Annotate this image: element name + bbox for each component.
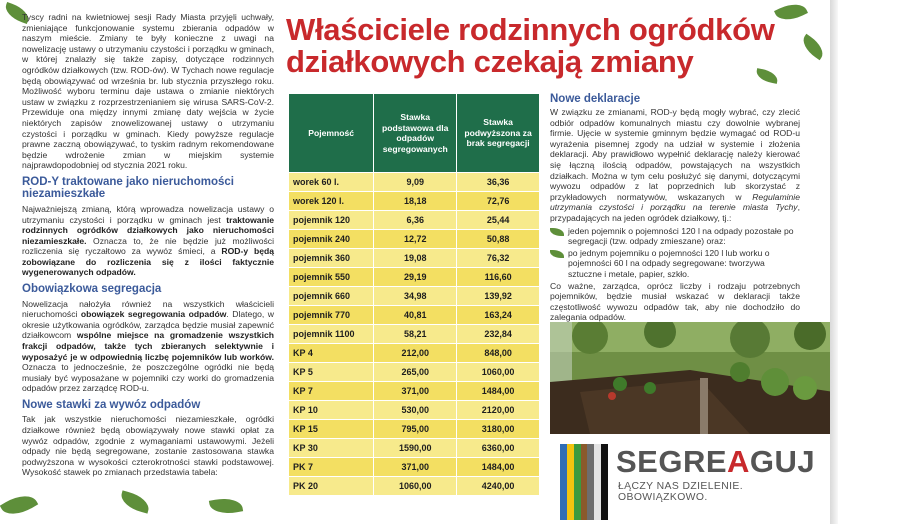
increased-rate-cell: 2120,00 <box>457 401 540 420</box>
column-header: Stawka podwyższona za brak segregacji <box>457 94 540 173</box>
logo-bar <box>560 444 567 520</box>
capacity-cell: KP 10 <box>289 401 374 420</box>
logo-wordmark: SEGREAGUJ <box>616 444 816 479</box>
left-column <box>22 12 274 482</box>
basic-rate-cell: 58,21 <box>374 325 457 344</box>
table-row <box>289 363 540 382</box>
capacity-cell: worek 120 l. <box>289 192 374 211</box>
table-row <box>289 287 540 306</box>
basic-rate-cell: 34,98 <box>374 287 457 306</box>
frequency-paragraph: Co ważne, zarządca, oprócz liczby i rodzaju potrzebnych pojemników, będzie musiał wskazać w deklaracji także częstotliwość wywozu odpadów tak, aby nie dochodziło do zalegania odpadów. <box>550 280 800 323</box>
capacity-cell: KP 15 <box>289 420 374 439</box>
capacity-cell: pojemnik 660 <box>289 287 374 306</box>
increased-rate-cell: 1060,00 <box>457 363 540 382</box>
basic-rate-cell: 6,36 <box>374 211 457 230</box>
increased-rate-cell: 4240,00 <box>457 477 540 496</box>
rates-table-body <box>289 173 540 496</box>
segregaguj-logo <box>550 434 834 524</box>
capacity-cell: pojemnik 550 <box>289 268 374 287</box>
increased-rate-cell: 3180,00 <box>457 420 540 439</box>
column-header: Stawka podstawowa dla odpadów segregowanych <box>374 94 457 173</box>
logo-bar <box>594 444 601 520</box>
page-title-line-1: Właściciele rodzinnych ogródków <box>286 12 775 47</box>
rates-table <box>288 93 540 496</box>
column-header: Pojemność <box>289 94 374 173</box>
increased-rate-cell: 50,88 <box>457 230 540 249</box>
leaf-decoration <box>0 489 38 522</box>
capacity-cell: KP 4 <box>289 344 374 363</box>
table-row <box>289 458 540 477</box>
list-item: jeden pojemnik o pojemności 120 l na odpady pozostałe po segregacji (tzw. odpady zmieszane) oraz: <box>550 226 800 247</box>
section-heading-rod: ROD-Y traktowane jako nieruchomości niezamieszkałe <box>22 175 234 201</box>
garden-photo <box>550 322 834 434</box>
increased-rate-cell: 1484,00 <box>457 382 540 401</box>
table-row <box>289 477 540 496</box>
table-row <box>289 230 540 249</box>
table-row <box>289 382 540 401</box>
basic-rate-cell: 18,18 <box>374 192 457 211</box>
basic-rate-cell: 265,00 <box>374 363 457 382</box>
increased-rate-cell: 116,60 <box>457 268 540 287</box>
table-row <box>289 306 540 325</box>
basic-rate-cell: 212,00 <box>374 344 457 363</box>
increased-rate-cell: 25,44 <box>457 211 540 230</box>
increased-rate-cell: 6360,00 <box>457 439 540 458</box>
capacity-cell: pojemnik 240 <box>289 230 374 249</box>
logo-bar <box>587 444 594 520</box>
capacity-cell: KP 7 <box>289 382 374 401</box>
table-row <box>289 192 540 211</box>
right-column <box>550 93 800 325</box>
table-header-row <box>289 94 540 173</box>
leaf-bullet-icon <box>550 228 564 236</box>
basic-rate-cell: 371,00 <box>374 382 457 401</box>
basic-rate-cell: 29,19 <box>374 268 457 287</box>
increased-rate-cell: 76,32 <box>457 249 540 268</box>
table-row <box>289 420 540 439</box>
capacity-cell: PK 7 <box>289 458 374 477</box>
increased-rate-cell: 848,00 <box>457 344 540 363</box>
increased-rate-cell: 232,84 <box>457 325 540 344</box>
basic-rate-cell: 530,00 <box>374 401 457 420</box>
leaf-decoration <box>209 495 243 516</box>
logo-bar <box>581 444 588 520</box>
segregation-paragraph: Nowelizacja nałożyła również na wszystkich właścicieli nieruchomości obowiązek segregowania odpadów. Dlatego, w okresie użytkowania ogródków, zarządca będzie musiał zapewnić działkowcom wspólne miejsce na gromadzenie wszystkich frakcji odpadów, także tych zbieranych selektywnie i wyposażyć je w odpowiednią liczbę pojemników lub worków. Oznacza to jednocześnie, że poszczególne ogródki nie będą musiały być wyposażane w pojemniki czy worki do gromadzenia odpadów przez zarządcę ROD-u. <box>22 298 274 394</box>
table-row <box>289 325 540 344</box>
table-row <box>289 268 540 287</box>
page-title-line-2: działkowych czekają zmiany <box>286 44 694 79</box>
intro-paragraph: Tyscy radni na kwietniowej sesji Rady Miasta przyjęli uchwały, zmieniające funkcjonowanie systemu zbierania odpadów w naszym mieście. Zmiany te były konieczne z uwagi na nowelizację ustawy o utrzymaniu czystości i porządku w gminach, w której znalazły się także zapisy, dotyczące rodzinnych ogródków działkowych (tzw. ROD-ów). W Tychach nowe regulacje będą obowiązywać od września br. lub stycznia przyszłego roku. Możliwość wyboru terminu daje ustawa o zmianie niektórych ustaw w związku z rozprzestrzenianiem się wirusa SARS-CoV-2. Przewiduje ona między innymi zmianę daty wejścia w życie niektórych zapisów znowelizowanej ustawy o utrzymaniu czystości i porządku w gminach. Kiedy powyższe regulacje prawne zaczną obowiązywać, to tyskim radnym rekomendowane będzie wdrożenie zmian w miejskim systemie najprawdopodobniej od stycznia 2021 roku. <box>22 12 274 171</box>
logo-tagline: ŁĄCZY NAS DZIELENIE. OBOWIĄZKOWO. <box>618 481 744 503</box>
section-heading-declarations: Nowe deklaracje <box>550 93 641 105</box>
rod-paragraph: Najważniejszą zmianą, którą wprowadza nowelizacja ustawy o utrzymaniu czystości i porządku w gminach jest traktowanie rodzinnych ogródków działkowych jako nieruchomości niezamieszkałe. Oznacza to, że nie będzie już możliwości rozliczenia się ryczałtowo za wywóz śmieci, a ROD-y będą zobowiązane do rozliczenia się z ilości faktycznie wygenerowanych odpadów. <box>22 203 274 278</box>
increased-rate-cell: 36,36 <box>457 173 540 192</box>
basic-rate-cell: 12,72 <box>374 230 457 249</box>
increased-rate-cell: 72,76 <box>457 192 540 211</box>
capacity-cell: PK 20 <box>289 477 374 496</box>
logo-bar <box>567 444 574 520</box>
leaf-decoration <box>798 34 827 60</box>
garden-photo-illustration <box>550 322 834 434</box>
logo-color-bars <box>560 444 608 520</box>
leaf-decoration <box>118 490 151 513</box>
table-row <box>289 439 540 458</box>
list-item: po jednym pojemniku o pojemności 120 l lub worku o pojemności 60 l na odpady segregowane: tworzywa sztuczne i metale, papier, szkło. <box>550 248 800 280</box>
capacity-cell: pojemnik 360 <box>289 249 374 268</box>
logo-bar <box>601 444 608 520</box>
capacity-cell: pojemnik 770 <box>289 306 374 325</box>
declarations-paragraph: W związku ze zmianami, ROD-y będą mogły wybrać, czy zlecić odbiór odpadów komunalnych miastu czy dowolnie wybranej firmie. Ujęcie w systemie gminnym będzie wymagać od ROD-u wyrażenia pisemnej zgody na udział w systemie i złożenia deklaracji. Aby prawidłowo wypełnić deklarację należy kierować się łączną ilością odpadów, powstających na wszystkich działkach. Można w tym celu posłużyć się danymi, dotyczącymi wywozu odpadów z lat poprzednich lub skorzystać z przykładowych normatywów, wskazanych w Regulaminie utrzymania czystości i porządku na terenie miasta Tychy, przypadających na jeden ogródek działkowy, tj.: <box>550 107 800 223</box>
basic-rate-cell: 19,08 <box>374 249 457 268</box>
increased-rate-cell: 1484,00 <box>457 458 540 477</box>
table-row <box>289 173 540 192</box>
table-row <box>289 249 540 268</box>
capacity-cell: KP 30 <box>289 439 374 458</box>
capacity-cell: pojemnik 120 <box>289 211 374 230</box>
basic-rate-cell: 1590,00 <box>374 439 457 458</box>
table-row <box>289 211 540 230</box>
basic-rate-cell: 9,09 <box>374 173 457 192</box>
section-heading-rates: Nowe stawki za wywóz odpadów <box>22 398 201 411</box>
rates-paragraph: Tak jak wszystkie nieruchomości niezamieszkałe, ogródki działkowe również będą obowiązywały nowe stawki opłat za wywóz odpadów, zgodnie z wymaganiami ustawowymi. Jeżeli odpady nie będą segregowane, zostanie zastosowana stawka podwyższona w wysokości czterokrotności stawki podstawowej. Wysokość stawek po zmianach przedstawia tabela: <box>22 414 274 478</box>
page-margin <box>838 0 900 524</box>
basic-rate-cell: 1060,00 <box>374 477 457 496</box>
section-heading-segregation: Obowiązkowa segregacja <box>22 283 162 296</box>
basic-rate-cell: 795,00 <box>374 420 457 439</box>
logo-bar <box>574 444 581 520</box>
increased-rate-cell: 139,92 <box>457 287 540 306</box>
increased-rate-cell: 163,24 <box>457 306 540 325</box>
basic-rate-cell: 40,81 <box>374 306 457 325</box>
table-row <box>289 401 540 420</box>
capacity-cell: KP 5 <box>289 363 374 382</box>
table-row <box>289 344 540 363</box>
page-title <box>286 14 786 78</box>
capacity-cell: worek 60 l. <box>289 173 374 192</box>
basic-rate-cell: 371,00 <box>374 458 457 477</box>
capacity-cell: pojemnik 1100 <box>289 325 374 344</box>
leaf-bullet-icon <box>550 250 564 258</box>
